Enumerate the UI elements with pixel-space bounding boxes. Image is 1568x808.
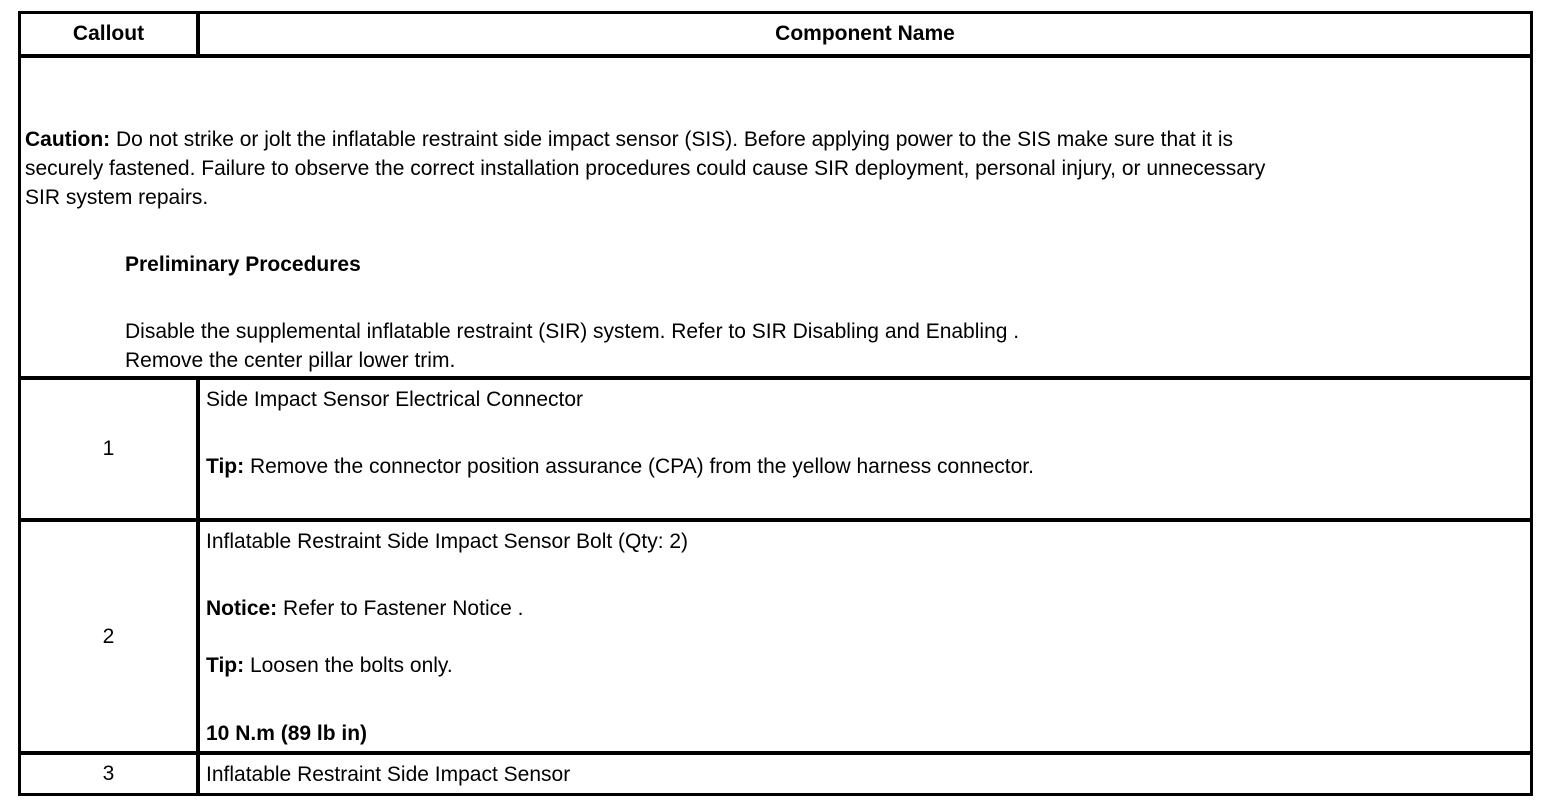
tip-line [200,452,1034,481]
caution-line-1 [25,125,1233,154]
torque-spec: 10 N.m (89 lb in) [206,722,368,745]
notice-label: Notice: [206,597,278,620]
component-name: Inflatable Restraint Side Impact Sensor [206,763,571,786]
procedure-table [18,11,1533,796]
tip-label: Tip: [206,654,245,677]
preliminary-title: Preliminary Procedures [125,253,361,276]
tip-text: Loosen the bolts only. [244,654,453,677]
component-cell [196,380,1530,518]
component-name-header: Component Name [196,14,1530,54]
preliminary-step-1: Disable the supplemental inflatable restraint (SIR) system. Refer to SIR Disabling and Enabling . [125,320,1020,343]
caution-line-2: securely fastened. Failure to observe the correct installation procedures could cause SIR deployment, personal injury, or unnecessary [25,157,1266,180]
caution-label: Caution: [25,128,111,151]
tip-label: Tip: [206,455,245,478]
tip-text: Remove the connector position assurance (CPA) from the yellow harness connector. [244,455,1034,478]
caution-line-3: SIR system repairs. [25,186,209,209]
component-name: Inflatable Restraint Side Impact Sensor Bolt (Qty: 2) [206,530,689,553]
notice-text: Refer to Fastener Notice . [277,597,524,620]
notice-line [200,594,523,623]
preliminary-step-2: Remove the center pillar lower trim. [125,349,456,372]
callout-cell: 3 [102,762,115,785]
caution-row [21,54,1530,376]
callout-header: Callout [72,22,145,45]
component-name: Side Impact Sensor Electrical Connector [206,388,584,411]
table-row [21,376,1530,518]
tip-line [200,651,453,680]
table-row [21,518,1530,751]
caution-text-1: Do not strike or jolt the inflatable restraint side impact sensor (SIS). Before applying power to the SIS make sure that it is [110,128,1234,151]
table-header-row [21,14,1530,54]
callout-cell: 2 [102,624,115,648]
component-cell [196,522,1530,751]
component-cell [196,755,1530,793]
table-row [21,751,1530,793]
callout-cell: 1 [102,437,115,460]
